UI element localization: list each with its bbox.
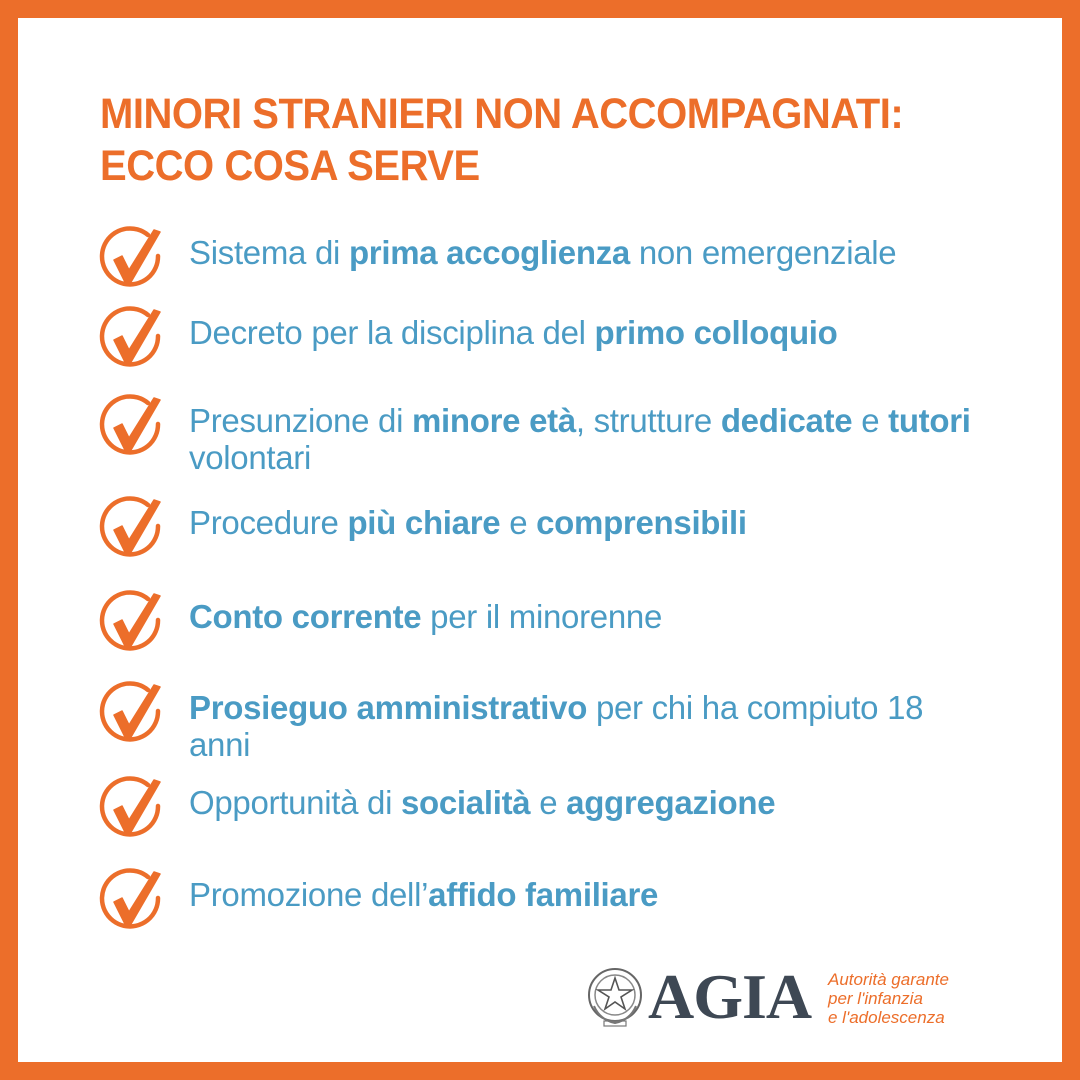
agia-logo xyxy=(586,961,986,1036)
body-text: Promozione dell’ xyxy=(189,876,429,913)
list-item-text xyxy=(189,784,979,821)
body-text: volontari xyxy=(189,439,312,476)
check-circle-icon xyxy=(98,868,166,936)
body-text: Opportunità di xyxy=(189,784,401,821)
list-item-text xyxy=(189,234,979,271)
highlight-text: dedicate xyxy=(720,402,853,439)
body-text: Procedure xyxy=(189,504,348,541)
body-text: per chi ha compiuto 18 anni xyxy=(189,689,924,763)
emblem-icon xyxy=(586,966,644,1028)
check-circle-icon xyxy=(98,394,166,462)
list-item-text xyxy=(189,689,979,763)
body-text: , strutture xyxy=(575,402,721,439)
highlight-text: prima accoglienza xyxy=(348,234,630,271)
list-item xyxy=(98,590,978,660)
check-circle-icon xyxy=(98,226,166,294)
check-circle-icon xyxy=(98,496,166,564)
highlight-text: primo colloquio xyxy=(594,314,838,351)
highlight-text: più chiare xyxy=(347,504,501,541)
list-item-text xyxy=(189,402,979,476)
body-text: per il minorenne xyxy=(421,598,663,635)
list-item-text xyxy=(189,314,979,351)
highlight-text: aggregazione xyxy=(566,784,776,821)
list-item xyxy=(98,776,978,846)
check-circle-icon xyxy=(98,776,166,844)
list-item xyxy=(98,226,978,296)
agia-caption: Autorità garante per l'infanzia e l'adolescenza xyxy=(828,970,949,1027)
body-text: Decreto per la disciplina del xyxy=(189,314,595,351)
body-text: Sistema di xyxy=(189,234,349,271)
check-circle-icon xyxy=(98,590,166,658)
highlight-text: Conto corrente xyxy=(189,598,422,635)
list-item-text xyxy=(189,504,979,541)
check-circle-icon xyxy=(98,681,166,749)
list-item xyxy=(98,868,978,938)
highlight-text: tutori xyxy=(888,402,971,439)
page-title xyxy=(100,88,937,192)
body-text: non emergenziale xyxy=(629,234,897,271)
body-text: Presunzione di xyxy=(189,402,412,439)
highlight-text: Prosieguo amministrativo xyxy=(189,689,588,726)
list-item xyxy=(98,496,978,566)
highlight-text: minore età xyxy=(411,402,576,439)
agia-wordmark: AGIA xyxy=(648,961,812,1032)
list-item xyxy=(98,681,978,763)
body-text: e xyxy=(852,402,889,439)
highlight-text: socialità xyxy=(400,784,531,821)
list-item xyxy=(98,306,978,376)
list-item xyxy=(98,394,978,476)
list-item-text xyxy=(189,876,979,913)
title-line-2: ECCO COSA SERVE xyxy=(100,142,480,190)
list-item-text xyxy=(189,598,979,635)
body-text: e xyxy=(500,504,537,541)
body-text: e xyxy=(530,784,567,821)
highlight-text: affido familiare xyxy=(428,876,659,913)
title-line-1: MINORI STRANIERI NON ACCOMPAGNATI: xyxy=(100,90,904,138)
highlight-text: comprensibili xyxy=(536,504,747,541)
check-circle-icon xyxy=(98,306,166,374)
